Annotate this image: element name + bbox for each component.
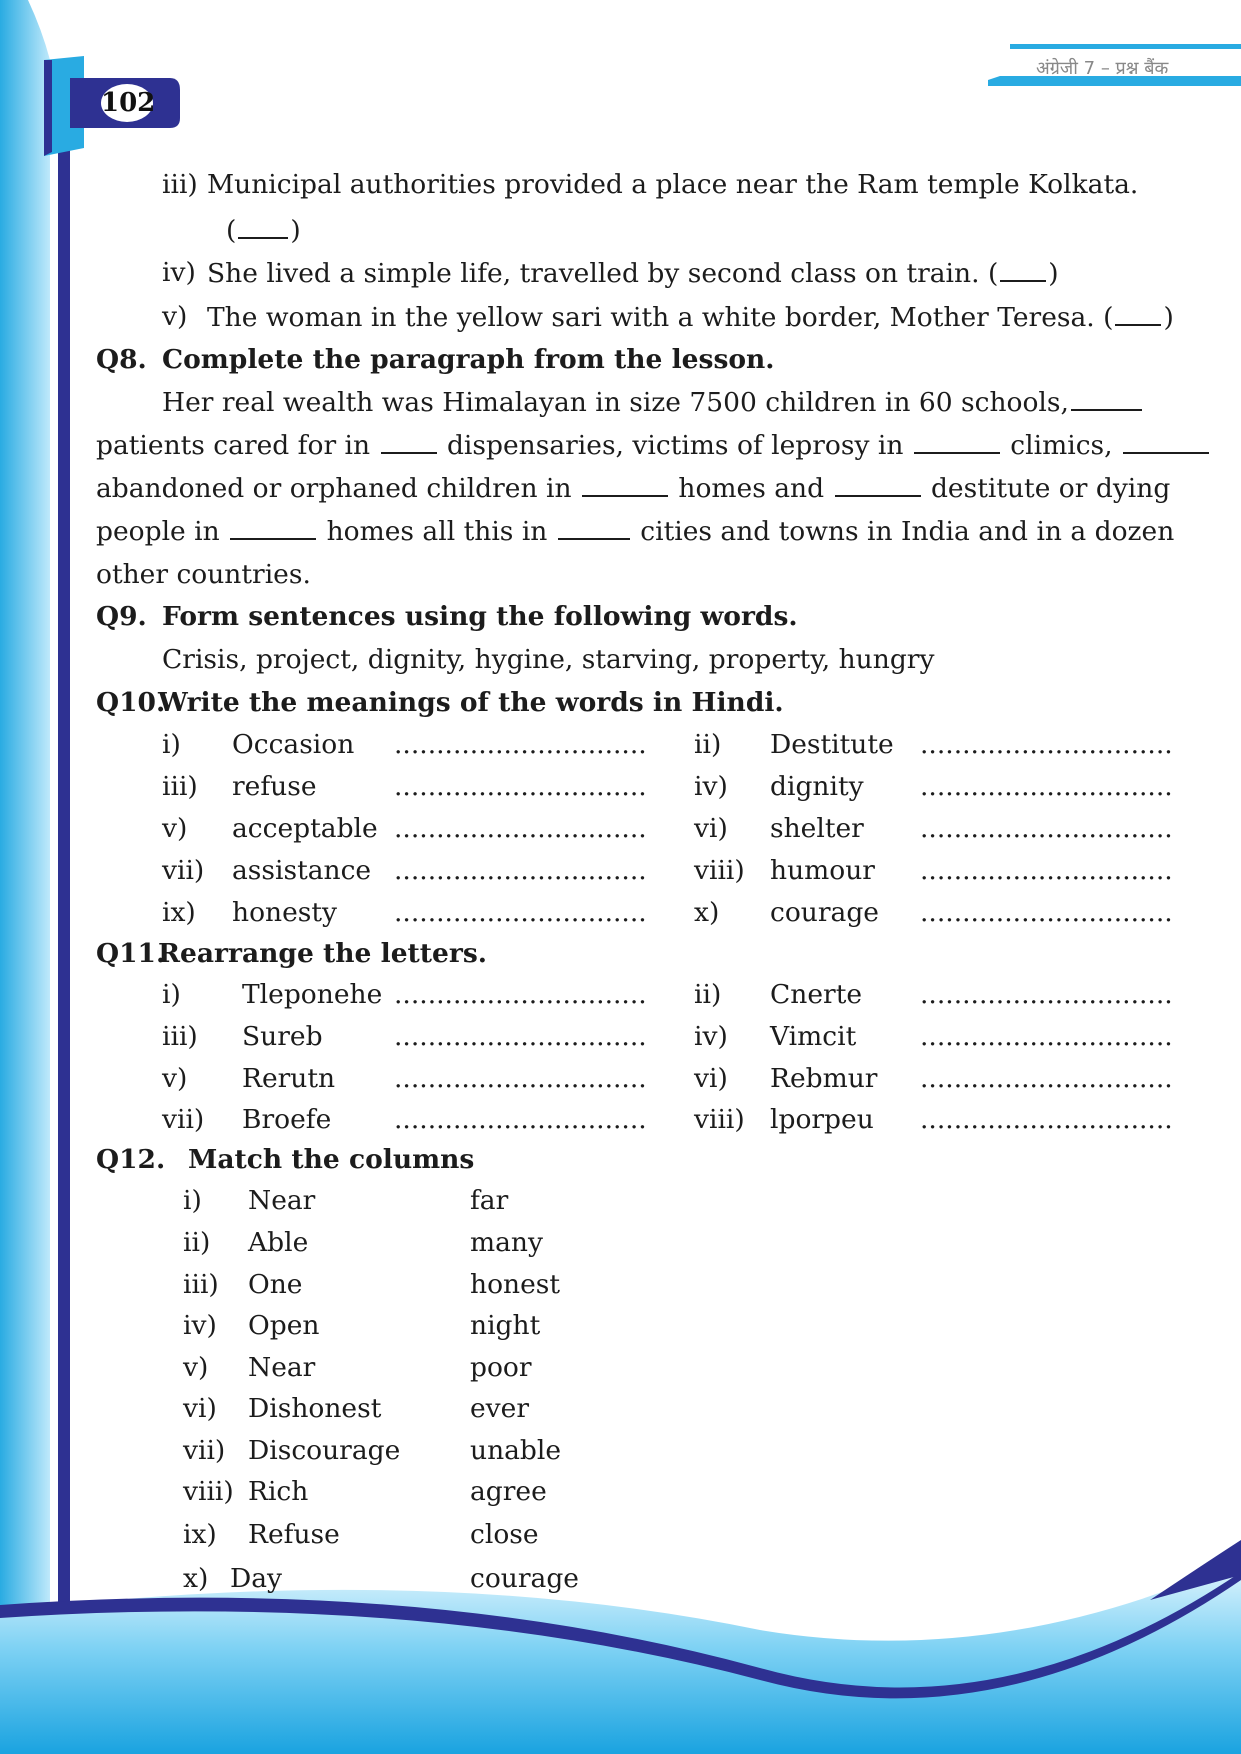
match-num: vii) — [183, 1435, 226, 1466]
question-number: Q10. — [96, 687, 166, 718]
paragraph-text: destitute or dying — [930, 473, 1171, 504]
answer-dots: .............................. — [920, 813, 1173, 844]
paragraph-text: people in — [96, 516, 220, 547]
match-left: Rich — [248, 1476, 309, 1507]
item-num: iv) — [694, 771, 728, 802]
paragraph-text: homes and — [678, 473, 825, 504]
question-title: Match the columns — [188, 1144, 475, 1175]
item-num: ii) — [694, 979, 722, 1010]
match-right: far — [470, 1185, 509, 1216]
answer-dots: .............................. — [394, 729, 647, 760]
match-right: courage — [470, 1563, 579, 1594]
word-list: Crisis, project, dignity, hygine, starving, property, hungry — [162, 644, 935, 675]
item-num: ix) — [162, 897, 196, 928]
item-word: courage — [770, 897, 879, 928]
item-word: humour — [770, 855, 875, 886]
match-left: Discourage — [248, 1435, 401, 1466]
item-num: iii) — [162, 771, 198, 802]
item-num: iv) — [694, 1021, 728, 1052]
match-right: night — [470, 1310, 541, 1341]
match-num: v) — [183, 1352, 209, 1383]
paragraph-text: climics, — [1010, 430, 1113, 461]
q7-item-line: The woman in the yellow sari with a white border, Mother Teresa. ( ) — [207, 302, 1174, 333]
answer-dots: .............................. — [920, 771, 1173, 802]
q7-item-text: The woman in the yellow sari with a white border, Mother Teresa. — [207, 302, 1095, 333]
item-word: Occasion — [232, 729, 355, 760]
paragraph-text: other countries. — [96, 559, 311, 590]
match-right: many — [470, 1227, 543, 1258]
paragraph-text: homes all this in — [326, 516, 548, 547]
item-num: i) — [162, 729, 181, 760]
match-right: close — [470, 1519, 539, 1550]
answer-dots: .............................. — [920, 979, 1173, 1010]
item-num: vi) — [694, 1063, 728, 1094]
paragraph-line — [96, 428, 1144, 463]
question-number: Q9. — [96, 601, 147, 632]
answer-dots: .............................. — [920, 855, 1173, 886]
question-title: Complete the paragraph from the lesson. — [162, 344, 775, 375]
item-word: acceptable — [232, 813, 378, 844]
q7-item-num: iii) — [162, 169, 198, 200]
question-number: Q8. — [96, 344, 147, 375]
q7-item-num: iv) — [162, 257, 196, 288]
match-num: viii) — [183, 1476, 234, 1507]
question-title: Write the meanings of the words in Hindi. — [158, 687, 784, 718]
item-word: Broefe — [242, 1104, 332, 1135]
question-number: Q11. — [96, 938, 166, 969]
paragraph-line — [162, 385, 1144, 420]
item-num: viii) — [694, 855, 745, 886]
match-left: Day — [230, 1563, 283, 1594]
answer-dots: .............................. — [394, 979, 647, 1010]
item-num: vii) — [162, 1104, 205, 1135]
item-word: lporpeu — [770, 1104, 874, 1135]
item-word: refuse — [232, 771, 317, 802]
item-num: i) — [162, 979, 181, 1010]
item-word: Sureb — [242, 1021, 323, 1052]
answer-dots: .............................. — [394, 897, 647, 928]
match-num: ii) — [183, 1227, 211, 1258]
match-left: Near — [248, 1352, 316, 1383]
item-num: viii) — [694, 1104, 745, 1135]
match-right: honest — [470, 1269, 561, 1300]
item-word: shelter — [770, 813, 864, 844]
item-word: dignity — [770, 771, 864, 802]
answer-dots: .............................. — [920, 729, 1173, 760]
match-right: ever — [470, 1393, 530, 1424]
book-title-header: अंग्रेजी 7 – प्रश्न बैंक — [1036, 58, 1169, 79]
answer-dots: .............................. — [394, 855, 647, 886]
item-word: Rerutn — [242, 1063, 336, 1094]
paragraph-line — [96, 514, 1175, 549]
match-right: unable — [470, 1435, 562, 1466]
match-num: i) — [183, 1185, 202, 1216]
match-num: vi) — [183, 1393, 217, 1424]
item-word: Cnerte — [770, 979, 863, 1010]
match-right: poor — [470, 1352, 532, 1383]
item-word: honesty — [232, 897, 337, 928]
match-left: Open — [248, 1310, 320, 1341]
answer-bracket: ( ) — [226, 215, 301, 246]
item-num: vii) — [162, 855, 205, 886]
item-word: Rebmur — [770, 1063, 878, 1094]
question-title: Rearrange the letters. — [158, 938, 487, 969]
match-num: x) — [183, 1563, 209, 1594]
item-num: v) — [162, 1063, 188, 1094]
match-left: Refuse — [248, 1519, 340, 1550]
paragraph-text: cities and towns in India and in a dozen — [640, 516, 1175, 547]
item-word: Tleponehe — [242, 979, 383, 1010]
answer-dots: .............................. — [920, 1063, 1173, 1094]
item-word: Destitute — [770, 729, 894, 760]
page-number: 102 — [101, 88, 156, 118]
question-title: Form sentences using the following words. — [162, 601, 798, 632]
paragraph-line — [96, 471, 1171, 506]
answer-dots: .............................. — [394, 1104, 647, 1135]
paragraph-text: Her real wealth was Himalayan in size 7500 children in 60 schools, — [162, 387, 1069, 418]
answer-dots: .............................. — [394, 1021, 647, 1052]
q7-item-text: Municipal authorities provided a place near the Ram temple Kolkata. — [207, 169, 1139, 200]
answer-dots: .............................. — [394, 771, 647, 802]
answer-dots: .............................. — [920, 1104, 1173, 1135]
match-num: iv) — [183, 1310, 217, 1341]
match-num: ix) — [183, 1519, 217, 1550]
answer-dots: .............................. — [920, 1021, 1173, 1052]
item-num: x) — [694, 897, 720, 928]
item-num: v) — [162, 813, 188, 844]
q7-item-text: She lived a simple life, travelled by second class on train. — [207, 258, 980, 289]
q7-item-num: v) — [162, 301, 188, 332]
item-num: iii) — [162, 1021, 198, 1052]
answer-dots: .............................. — [394, 1063, 647, 1094]
paragraph-text: dispensaries, victims of leprosy in — [446, 430, 904, 461]
match-left: Near — [248, 1185, 316, 1216]
item-num: ii) — [694, 729, 722, 760]
match-num: iii) — [183, 1269, 219, 1300]
item-word: assistance — [232, 855, 372, 886]
answer-dots: .............................. — [920, 897, 1173, 928]
paragraph-text: patients cared for in — [96, 430, 371, 461]
item-num: vi) — [694, 813, 728, 844]
question-number: Q12. — [96, 1144, 166, 1175]
match-left: Dishonest — [248, 1393, 382, 1424]
match-left: One — [248, 1269, 303, 1300]
item-word: Vimcit — [770, 1021, 857, 1052]
q7-item-line: She lived a simple life, travelled by second class on train. ( ) — [207, 258, 1059, 289]
paragraph-text: abandoned or orphaned children in — [96, 473, 572, 504]
match-right: agree — [470, 1476, 547, 1507]
answer-dots: .............................. — [394, 813, 647, 844]
match-left: Able — [248, 1227, 309, 1258]
